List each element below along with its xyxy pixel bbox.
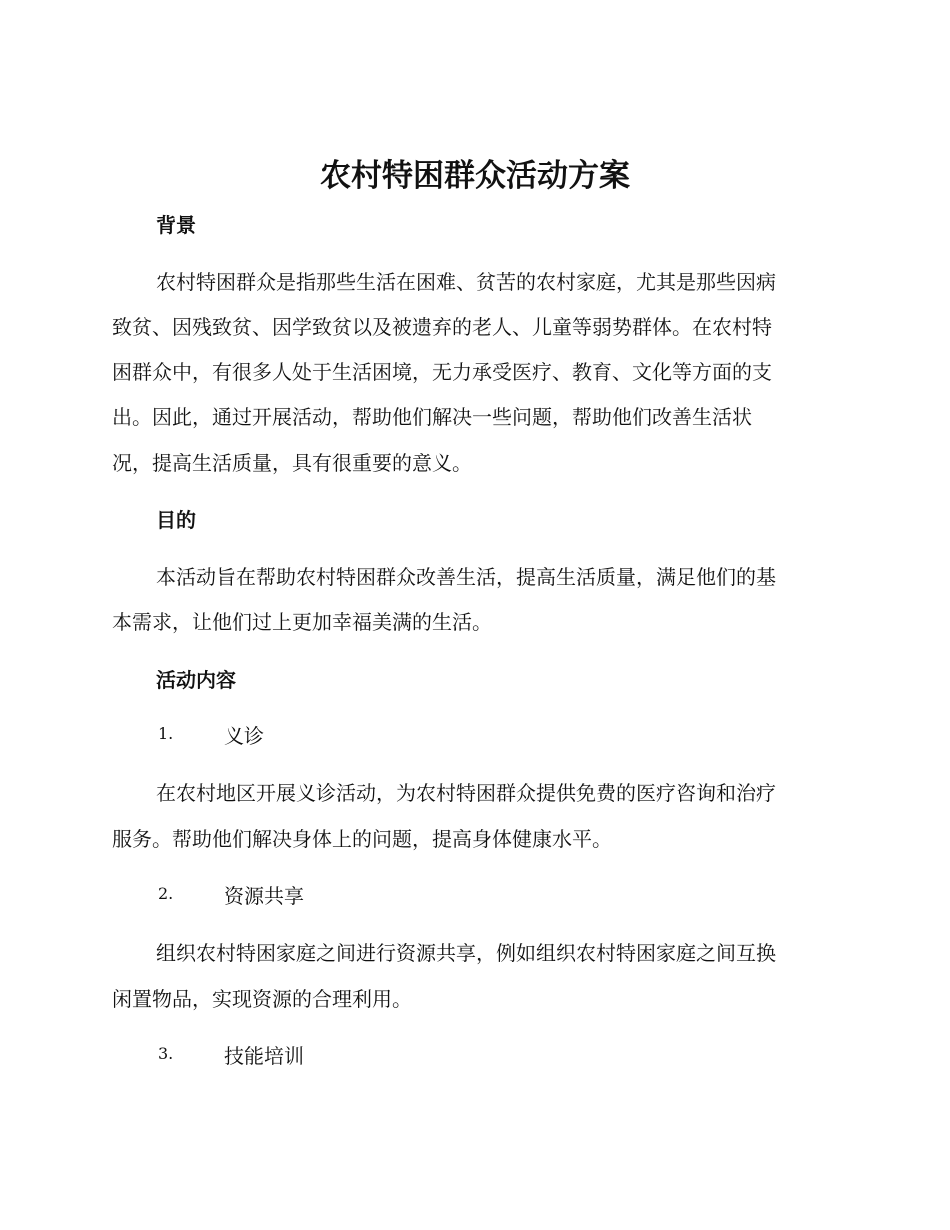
list-item-title-1: 义诊 (224, 724, 264, 748)
item1-line-1: 在农村地区开展义诊活动，为农村特困群众提供免费的医疗咨询和治疗 (156, 781, 776, 805)
background-line-5: 况，提高生活质量，具有很重要的意义。 (112, 451, 472, 475)
section-heading-background: 背景 (156, 213, 196, 237)
section-heading-purpose: 目的 (156, 508, 196, 532)
background-line-3: 困群众中，有很多人处于生活困境，无力承受医疗、教育、文化等方面的支 (112, 360, 772, 384)
list-item-title-3: 技能培训 (224, 1044, 304, 1068)
purpose-line-2: 本需求，让他们过上更加幸福美满的生活。 (112, 610, 492, 634)
list-item-number-1: 1. (158, 724, 174, 743)
document-title: 农村特困群众活动方案 (320, 158, 630, 194)
item1-line-2: 服务。帮助他们解决身体上的问题，提高身体健康水平。 (112, 827, 612, 851)
list-item-number-2: 2. (158, 884, 174, 903)
item2-line-1: 组织农村特困家庭之间进行资源共享，例如组织农村特困家庭之间互换 (156, 941, 776, 965)
purpose-line-1: 本活动旨在帮助农村特困群众改善生活，提高生活质量，满足他们的基 (156, 565, 776, 589)
background-line-4: 出。因此，通过开展活动，帮助他们解决一些问题，帮助他们改善生活状 (112, 405, 752, 429)
section-heading-content: 活动内容 (156, 668, 236, 692)
background-line-2: 致贫、因残致贫、因学致贫以及被遗弃的老人、儿童等弱势群体。在农村特 (112, 315, 772, 339)
background-line-1: 农村特困群众是指那些生活在困难、贫苦的农村家庭，尤其是那些因病 (156, 270, 776, 294)
item2-line-2: 闲置物品，实现资源的合理利用。 (112, 987, 412, 1011)
list-item-number-3: 3. (158, 1044, 174, 1063)
list-item-title-2: 资源共享 (224, 884, 304, 908)
